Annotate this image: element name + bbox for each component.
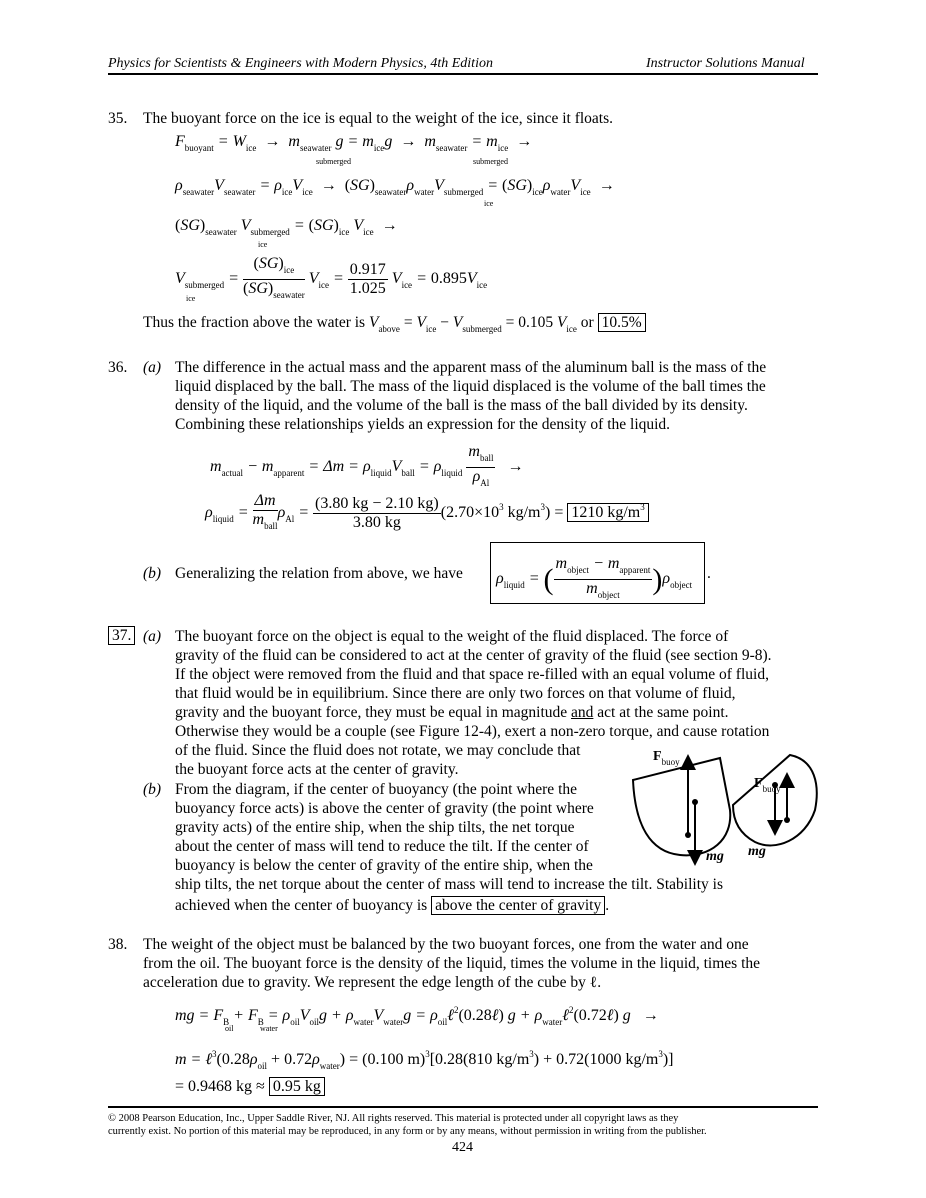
- ship-left: [633, 758, 730, 858]
- p35-frac-sg: $\frac{(SG)_{ice}}{(SG)_{seawater}}$ $V_{ice}$ = $\frac{0.917}{1.025}$ $V_{ice} = 0.895V_{ice}$: [243, 255, 488, 300]
- p36-part-b-label: (b): [143, 565, 162, 582]
- ship-left-buoyancy-center: [685, 832, 691, 838]
- p37-a-line-8: the buoyant force acts at the center of gravity.: [175, 761, 459, 778]
- p37-number: 37.: [108, 627, 135, 645]
- p35-eq-line2: $\rho_{seawater}V_{seawater} = \rho_{ice}V_{ice} \to (SG)_{seawater}\rho_{water}V_{submerged} = (SG)_{ice}\rho_{water}V_{ice}$ →: [175, 177, 615, 197]
- p37-a-line-2: gravity of the fluid can be considered to act at the center of gravity of the fluid (see section 9-8).: [175, 647, 772, 664]
- p37-part-b-label: (b): [143, 781, 162, 798]
- p38-answer-box: 0.95 kg: [269, 1077, 325, 1096]
- p36-answer-b: $\rho_{liquid}$ = ( $\frac{m_{object} - m_{apparent}}{m_{object}}$ )$\rho_{object}$: [496, 555, 693, 600]
- header-manual: Instructor Solutions Manual: [646, 56, 805, 71]
- p38-line-3: acceleration due to gravity. We represent the edge length of the cube by ℓ.: [143, 974, 602, 991]
- p37-answer-box: above the center of gravity: [431, 896, 605, 915]
- p35-eq-line3: $(SG)_{seawater}$ $V_{submerged} = (SG)_{ice}$ $V_{ice}$ →: [175, 217, 398, 237]
- p35-answer-box: 10.5%: [598, 313, 646, 332]
- p36-eq1: $m_{actual} - m_{apparent} = \Delta m = \rho_{liquid}V_{ball} = \rho_{liquid}$ $\frac{m_{ball}}{\rho_{Al}}$ →: [210, 443, 524, 488]
- p35-conclusion: Thus the fraction above the water is $V_{above} = V_{ice} - V_{submerged} = 0.105$ $V_{ice}$ or 10.5%: [143, 314, 646, 338]
- p37-b-line-2: buoyancy force acts) is above the center of gravity (the point where: [175, 800, 594, 817]
- p35-submerged-label-2: submerged: [473, 157, 508, 166]
- ship-left-hull: [633, 758, 730, 855]
- p35-ice-label-1: ice: [484, 199, 494, 208]
- p37-a-line-7: of the fluid. Since the fluid does not rotate, we may conclude that: [175, 742, 581, 759]
- p38-eq3: = 0.9468 kg ≈ 0.95 kg: [175, 1078, 325, 1096]
- p35-ice-label-2: ice: [258, 240, 268, 249]
- ship-right-buoyancy-center: [784, 817, 790, 823]
- fig-mg-label-left: mg: [706, 849, 724, 864]
- p37-b-line-1: From the diagram, if the center of buoyancy (the point where the: [175, 781, 578, 798]
- ship-tilt-diagram: [615, 740, 835, 870]
- p36-a-line-2: liquid displaced by the ball. The mass of the liquid displaced is the volume of the ball times the: [175, 378, 766, 395]
- p38-eq1: mg = $F_B + F_B = \rho_{oil}V_{oil}g + \rho_{water}V_{water}g$ = $\rho_{oil}\ell^2(0.28\ell) g$ + $\rho_{water}\ell^2(0.72\ell) g$ →: [175, 1005, 659, 1027]
- p36-number: 36.: [108, 359, 128, 376]
- p37-b-line-6: ship tilts, the net torque about the center of mass will tend to increase the tilt. Stability is: [175, 876, 723, 893]
- p37-a-line-6: Otherwise they would be a couple (see Figure 12-4), exert a non-zero torque, and cause rotation: [175, 723, 770, 740]
- p37-part-a-label: (a): [143, 628, 162, 645]
- ship-right: [733, 755, 817, 845]
- p36-answer-a-box: 1210 $kg/m^3$: [567, 503, 648, 522]
- p38-eq2: $m = \ell^3(0.28\rho_{oil} + 0.72\rho_{water}) = (0.100$ m)$^3$[0.28(810 $kg/m^3) + 0.72(1000$ $kg/m^3$)]: [175, 1049, 674, 1071]
- p35-ice-label-3: ice: [186, 294, 196, 303]
- p37-b-line-3: gravity acts) of the entire ship, when the ship tilts, the net torque: [175, 819, 575, 836]
- p36-b-text: Generalizing the relation from above, we have: [175, 565, 463, 582]
- p36-part-a-label: (a): [143, 359, 162, 376]
- fig-fbuoy-label-left: $F_{buoy}$: [653, 749, 680, 767]
- p35-submerged-label-1: submerged: [316, 157, 351, 166]
- p36-eq2: $\rho_{liquid}$ = $\frac{\Delta m}{m_{ball}}$ $\rho_{Al}$ = $\frac{(3.80 kg - 2.10 kg)}{3.80 kg}$ ($2.70\times 10^3$ $kg/m^3) = 1210$ $kg/m^3$: [205, 492, 649, 535]
- p37-a-line-4: that fluid would be in equilibrium. Since there are only two forces on that volume of fluid,: [175, 685, 736, 702]
- p36-a-line-3: density of the liquid, and the volume of the ball is the mass of the ball divided by its density.: [175, 397, 748, 414]
- fig-fbuoy-label-right: $F_{buoy}$: [754, 776, 781, 794]
- p37-b-line-4: about the center of mass will tend to reduce the tilt. If the center of: [175, 838, 589, 855]
- p37-b-line-7: achieved when the center of buoyancy is above the center of gravity .: [175, 897, 610, 914]
- p37-a-line-3: If the object were removed from the fluid and that space re-filled with an equal volume of fluid,: [175, 666, 769, 683]
- p37-a-line-5: gravity and the buoyant force, they must be equal in magnitude and act at the same point.: [175, 704, 729, 721]
- p37-b-line-5: buoyancy is below the center of gravity of the entire ship, when the: [175, 857, 593, 874]
- p35-number: 35.: [108, 110, 128, 127]
- p38-line-1: The weight of the object must be balanced by the two buoyant forces, one from the water and one: [143, 936, 749, 953]
- p38-oil-label: oil: [225, 1024, 234, 1033]
- header-rule: [108, 73, 818, 75]
- ship-left-gravity-center: [692, 799, 698, 805]
- footer-copyright-1: © 2008 Pearson Education, Inc., Upper Saddle River, NJ. All rights reserved. This material is protected under all copyright laws as they: [108, 1113, 679, 1124]
- p37-a-line-1: The buoyant force on the object is equal to the weight of the fluid displaced. The force of: [175, 628, 729, 645]
- p35-eq-line1: $F_{buoyant} = W_{ice} \to m_{seawater}$ $g = m_{ice}g \to m_{seawater} = m_{ice}$ →: [175, 133, 533, 153]
- fig-mg-label-right: mg: [748, 844, 766, 859]
- page-number: 424: [452, 1140, 473, 1155]
- p35-intro: The buoyant force on the ice is equal to the weight of the ice, since it floats.: [143, 110, 614, 127]
- p38-number: 38.: [108, 936, 128, 953]
- p35-eq-line4-lhs: $V_{submerged}$ =: [175, 270, 239, 290]
- p36-a-line-1: The difference in the actual mass and the apparent mass of the aluminum ball is the mass of the: [175, 359, 767, 376]
- footer-rule: [108, 1106, 818, 1108]
- header-title: Physics for Scientists & Engineers with Modern Physics, 4th Edition: [108, 56, 493, 71]
- p38-line-2: from the oil. The buoyant force is the density of the liquid, times the volume in the liquid, times the: [143, 955, 761, 972]
- p38-water-label: water: [260, 1024, 278, 1033]
- footer-copyright-2: currently exist. No portion of this material may be reproduced, in any form or by any means, without permission in writing from the publisher.: [108, 1126, 707, 1137]
- p36-a-line-4: Combining these relationships yields an expression for the density of the liquid.: [175, 416, 671, 433]
- p36-period: .: [707, 565, 711, 582]
